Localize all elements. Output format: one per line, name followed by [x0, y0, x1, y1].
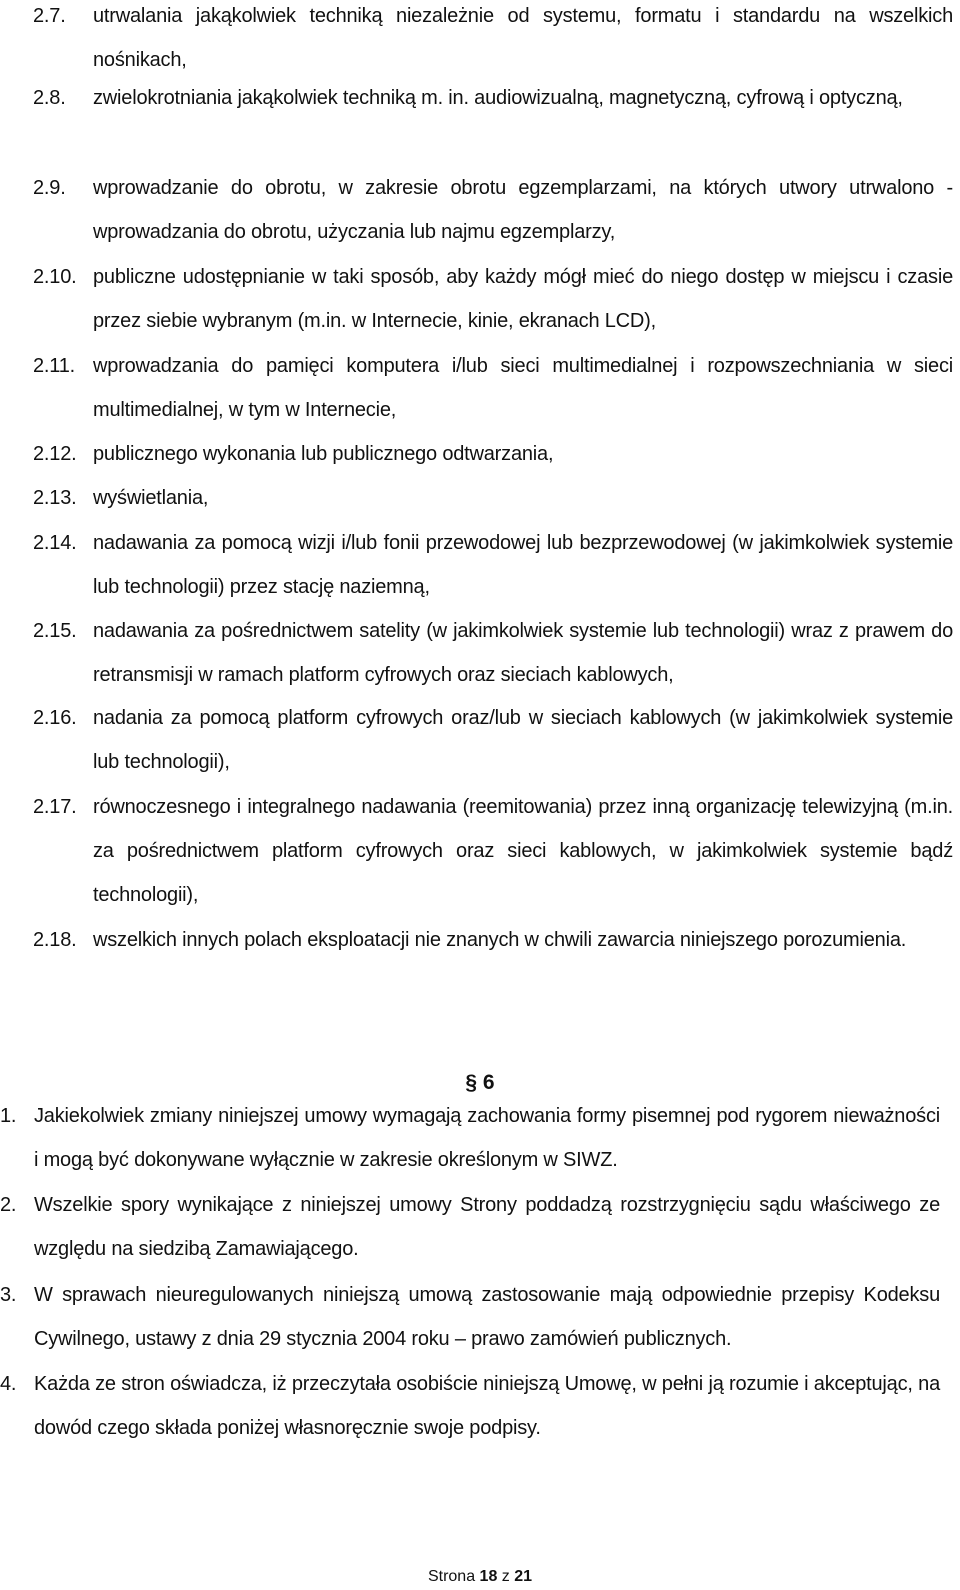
- list-item-text: utrwalania jakąkolwiek techniką niezależnie od systemu, formatu i standardu na wszelkich nośnikach,: [93, 5, 953, 71]
- list-item: [33, 166, 953, 254]
- list-item: [33, 0, 953, 82]
- footer-prefix: Strona: [427, 1568, 476, 1585]
- footer-total-pages: 21: [514, 1568, 533, 1585]
- paragraph: [0, 1362, 940, 1450]
- paragraph-number: 2.: [0, 1194, 17, 1216]
- list-item-number: 2.14.: [33, 532, 77, 554]
- list-item: [33, 76, 953, 120]
- list-item-number: 2.15.: [33, 620, 77, 642]
- list-item: [33, 476, 953, 520]
- list-item-number: 2.16.: [33, 707, 77, 729]
- paragraph-text: Każda ze stron oświadcza, iż przeczytała osobiście niniejszą Umowę, w pełni ją rozumie i akceptując, na dowód czego składa poniżej własnoręcznie swoje podpisy.: [34, 1373, 940, 1439]
- list-item-text: nadawania za pośrednictwem satelity (w jakimkolwiek systemie lub technologii) wraz z prawem do retransmisji w ramach platform cyfrowych oraz sieciach kablowych,: [93, 620, 953, 686]
- paragraph-text: Jakiekolwiek zmiany niniejszej umowy wymagają zachowania formy pisemnej pod rygorem nieważności i mogą być dokonywane wyłącznie w zakresie określonym w SIWZ.: [34, 1105, 940, 1171]
- list-item-number: 2.7.: [33, 5, 66, 27]
- list-item: [33, 255, 953, 343]
- list-item: [33, 696, 953, 784]
- list-item: [33, 918, 953, 962]
- footer-separator: z: [501, 1568, 510, 1585]
- list-item: [33, 609, 953, 697]
- paragraph-number: 4.: [0, 1373, 17, 1395]
- list-item: [33, 432, 953, 476]
- paragraph: [0, 1273, 940, 1361]
- list-item-number: 2.17.: [33, 796, 77, 818]
- list-item: [33, 344, 953, 432]
- paragraph-number: 3.: [0, 1284, 17, 1306]
- list-item-text: publiczne udostępnianie w taki sposób, aby każdy mógł mieć do niego dostęp w miejscu i czasie przez siebie wybranym (m.in. w Internecie, kinie, ekranach LCD),: [93, 266, 953, 332]
- list-item-number: 2.10.: [33, 266, 77, 288]
- list-item-text: zwielokrotniania jakąkolwiek techniką m. in. audiowizualną, magnetyczną, cyfrową i optyczną,: [93, 87, 903, 109]
- list-item-number: 2.12.: [33, 443, 77, 465]
- list-item-text: wprowadzania do pamięci komputera i/lub sieci multimedialnej i rozpowszechniania w sieci multimedialnej, w tym w Internecie,: [93, 355, 953, 421]
- list-item-number: 2.11.: [33, 355, 75, 377]
- list-item-text: wszelkich innych polach eksploatacji nie znanych w chwili zawarcia niniejszego porozumienia.: [93, 929, 907, 951]
- list-item-number: 2.18.: [33, 929, 77, 951]
- list-item-text: wprowadzanie do obrotu, w zakresie obrotu egzemplarzami, na których utwory utrwalono - wprowadzania do obrotu, użyczania lub najmu egzemplarzy,: [93, 177, 953, 243]
- footer-current-page: 18: [479, 1568, 498, 1585]
- list-item-number: 2.8.: [33, 87, 66, 109]
- paragraph-text: Wszelkie spory wynikające z niniejszej umowy Strony poddadzą rozstrzygnięciu sądu właściwego ze względu na siedzibą Zamawiającego.: [34, 1194, 940, 1260]
- list-item-text: nadania za pomocą platform cyfrowych oraz/lub w sieciach kablowych (w jakimkolwiek systemie lub technologii),: [93, 707, 953, 773]
- list-item-text: nadawania za pomocą wizji i/lub fonii przewodowej lub bezprzewodowej (w jakimkolwiek systemie lub technologii) przez stację naziemną,: [93, 532, 953, 598]
- list-item: [33, 521, 953, 609]
- list-item-text: wyświetlania,: [93, 487, 209, 509]
- paragraph-number: 1.: [0, 1105, 17, 1127]
- page-footer: [0, 1567, 960, 1587]
- list-item-text: równoczesnego i integralnego nadawania (reemitowania) przez inną organizację telewizyjną (m.in. za pośrednictwem platform cyfrowych oraz sieci kablowych, w jakimkolwiek systemie bądź technologii),: [93, 796, 953, 906]
- paragraph: [0, 1183, 940, 1271]
- paragraph-text: W sprawach nieuregulowanych niniejszą umową zastosowanie mają odpowiednie przepisy Kodeksu Cywilnego, ustawy z dnia 29 stycznia 2004 roku – prawo zamówień publicznych.: [34, 1284, 940, 1350]
- list-item-number: 2.13.: [33, 487, 77, 509]
- list-item: [33, 785, 953, 917]
- list-item-number: 2.9.: [33, 177, 66, 199]
- list-item-text: publicznego wykonania lub publicznego odtwarzania,: [93, 443, 554, 465]
- paragraph: [0, 1094, 940, 1182]
- section-heading: § 6: [465, 1071, 495, 1094]
